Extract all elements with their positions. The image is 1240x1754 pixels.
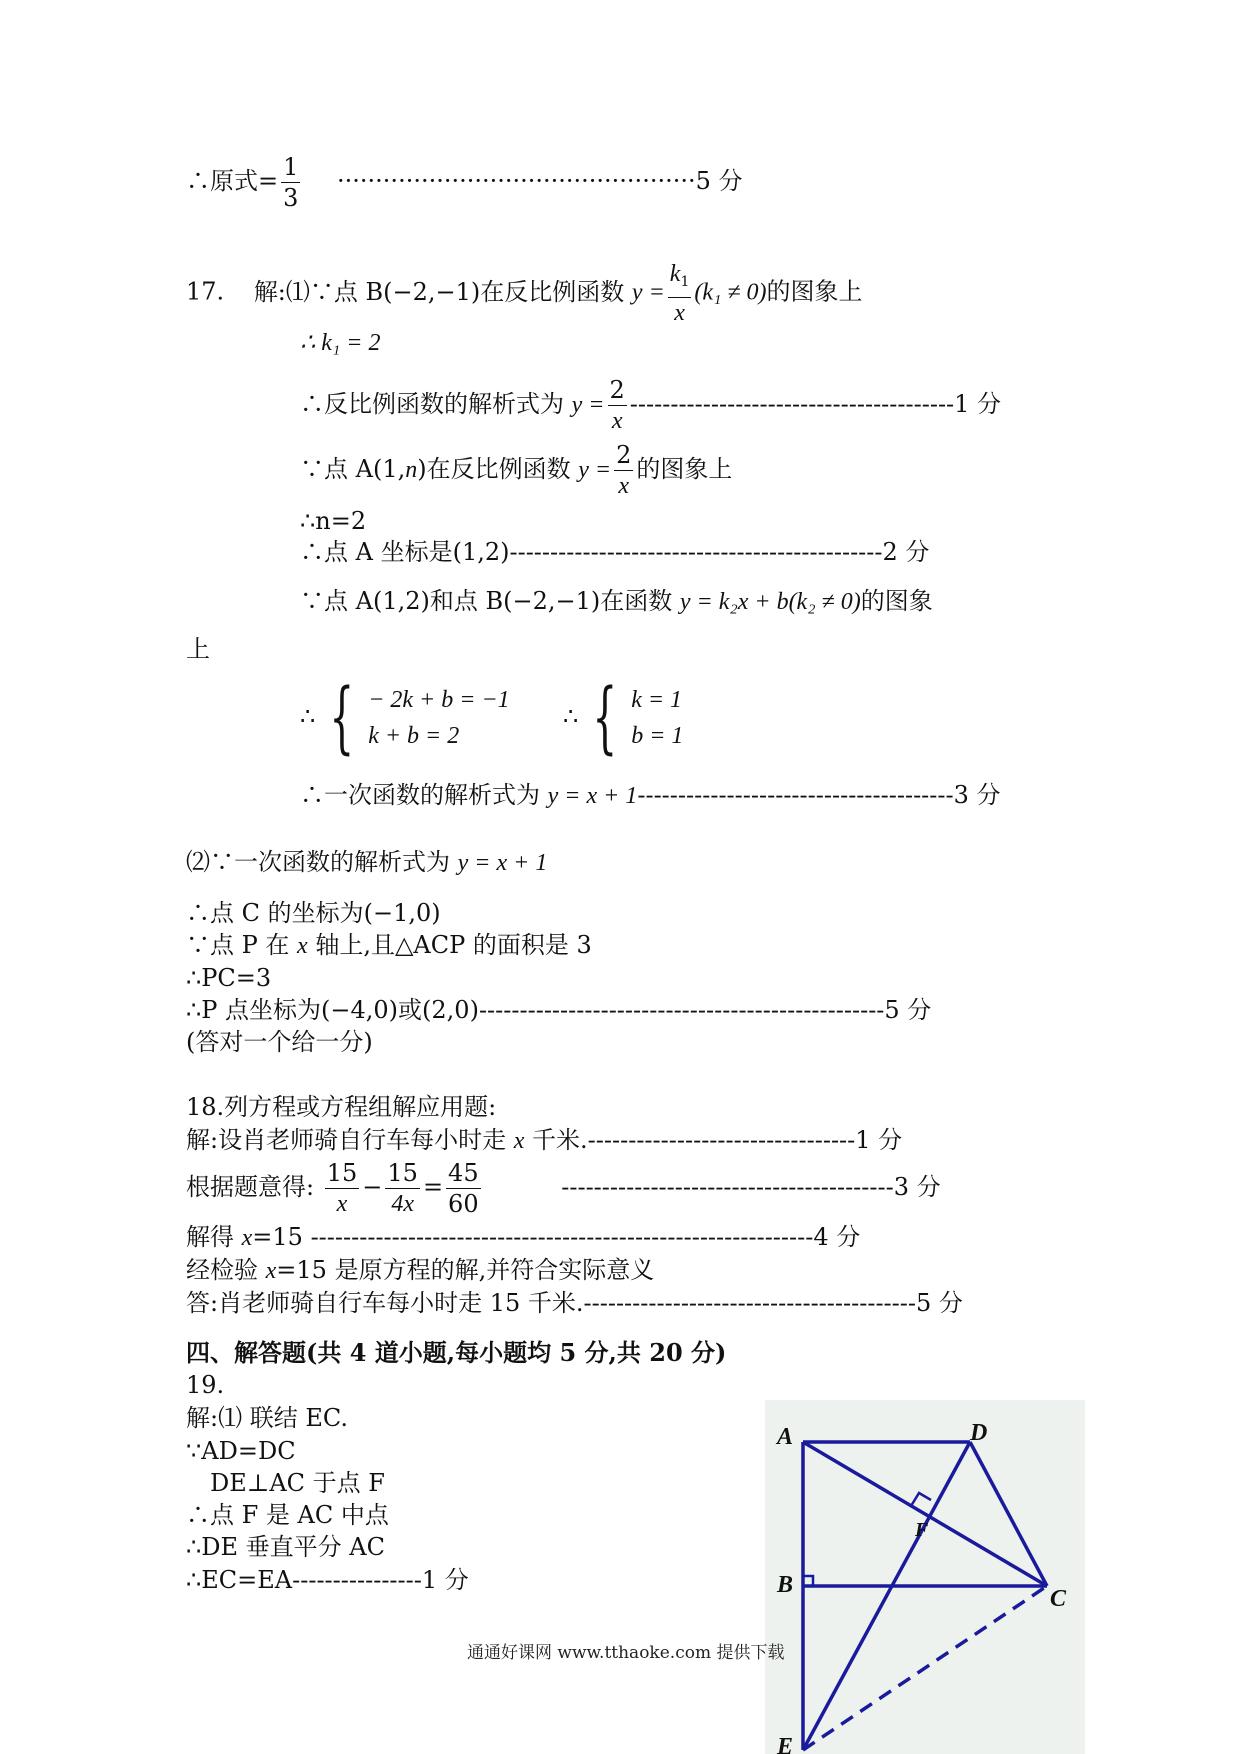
- q19-step5: ∴DE 垂直平分 AC: [186, 1533, 385, 1561]
- score-dots: ···············································5 分: [337, 167, 743, 195]
- linear-function-line: ∵点 A(1,2)和点 B(−2,−1)在函数 y = k₂x + b(k₂ ≠ 0)的图象: [300, 587, 933, 615]
- point-c-line: ∴点 C 的坐标为(−1,0): [186, 899, 441, 927]
- label-d: D: [970, 1420, 988, 1446]
- q19-step3: DE⊥AC 于点 F: [210, 1469, 385, 1497]
- solution-system: ∴ { k = 1 b = 1: [563, 673, 684, 763]
- point-p-line: ∵点 P 在 x 轴上,且△ACP 的面积是 3: [186, 931, 592, 959]
- q18-solve: 解得 x=15 --------------------------------------------------------------4 分: [186, 1223, 861, 1251]
- section-heading: 四、解答题(共 4 道小题,每小题均 5 分,共 20 分): [186, 1338, 727, 1367]
- label-f: F: [915, 1519, 929, 1541]
- q19-number: 19.: [186, 1371, 225, 1399]
- point-a-coords: ∴点 A 坐标是(1,2)----------------------------------------------2 分: [300, 538, 930, 566]
- part2-line: ⑵∵一次函数的解析式为 y = x + 1: [186, 848, 548, 876]
- q18-answer: 答:肖老师骑自行车每小时走 15 千米.-----------------------------------------5 分: [186, 1289, 963, 1317]
- q18-title: 18.列方程或方程组解应用题:: [186, 1093, 497, 1121]
- q17-tail: 的图象上: [766, 277, 863, 306]
- geometry-figure: [765, 1400, 1085, 1754]
- q17-condition: (k₁ ≠ 0): [694, 279, 767, 306]
- q18-check: 经检验 x=15 是原方程的解,并符合实际意义: [186, 1256, 655, 1284]
- note: (答对一个给一分): [186, 1028, 373, 1056]
- n-value: ∴n=2: [300, 507, 367, 535]
- q17-y: y =: [631, 279, 665, 306]
- continuation: 上: [186, 635, 210, 663]
- label-e: E: [777, 1734, 794, 1754]
- q17-fraction: $\frac{k_1}{x}$: [668, 258, 692, 328]
- q18-equation: 根据题意得: $\frac{15}{x}$ − $\frac{15}{4x}$ = $\frac{45}{60}$ -----------------------------------------3 分: [186, 1159, 941, 1218]
- score-dash: ----------------------------------------1 分: [629, 390, 1002, 418]
- q19-step6: ∴EC=EA----------------1 分: [186, 1566, 469, 1594]
- q18-setup: 解:设肖老师骑自行车每小时走 x 千米.---------------------------------1 分: [186, 1126, 903, 1154]
- q17-statement: [186, 258, 863, 328]
- q17-text: 解:⑴∵点 B(−2,−1)在反比例函数: [253, 277, 625, 306]
- pc-value: ∴PC=3: [186, 964, 272, 992]
- equation-system: ∴ { − 2k + b = −1 k + b = 2: [300, 673, 510, 763]
- linear-result: ∴一次函数的解析式为 y = x + 1---------------------------------------3 分: [300, 781, 1001, 809]
- q19-step2: ∵AD=DC: [186, 1437, 296, 1465]
- result-line: [186, 152, 743, 213]
- point-a-line: ∵点 A(1,n)在反比例函数 y = $\frac{2}{x}$ 的图象上: [300, 441, 733, 499]
- result-prefix: ∴原式=: [186, 167, 279, 195]
- fraction-one-third: $\frac{1}{3}$: [283, 153, 299, 212]
- page-footer: 通通好课网 www.tthaoke.com 提供下载: [467, 1643, 785, 1663]
- p-coords: ∴P 点坐标为(−4,0)或(2,0)--------------------------------------------------5 分: [186, 996, 932, 1024]
- label-a: A: [777, 1424, 794, 1450]
- label-b: B: [777, 1572, 794, 1598]
- inverse-function-line: ∴反比例函数的解析式为 y = $\frac{2}{x}$ ----------------------------------------1 分: [300, 376, 1002, 434]
- q19-step1: 解:⑴ 联结 EC.: [186, 1404, 348, 1432]
- question-number: 17.: [186, 277, 225, 306]
- label-c: C: [1050, 1586, 1067, 1612]
- q19-step4: ∴点 F 是 AC 中点: [186, 1501, 389, 1529]
- k1-value: ∴ k₁ = 2: [300, 330, 381, 356]
